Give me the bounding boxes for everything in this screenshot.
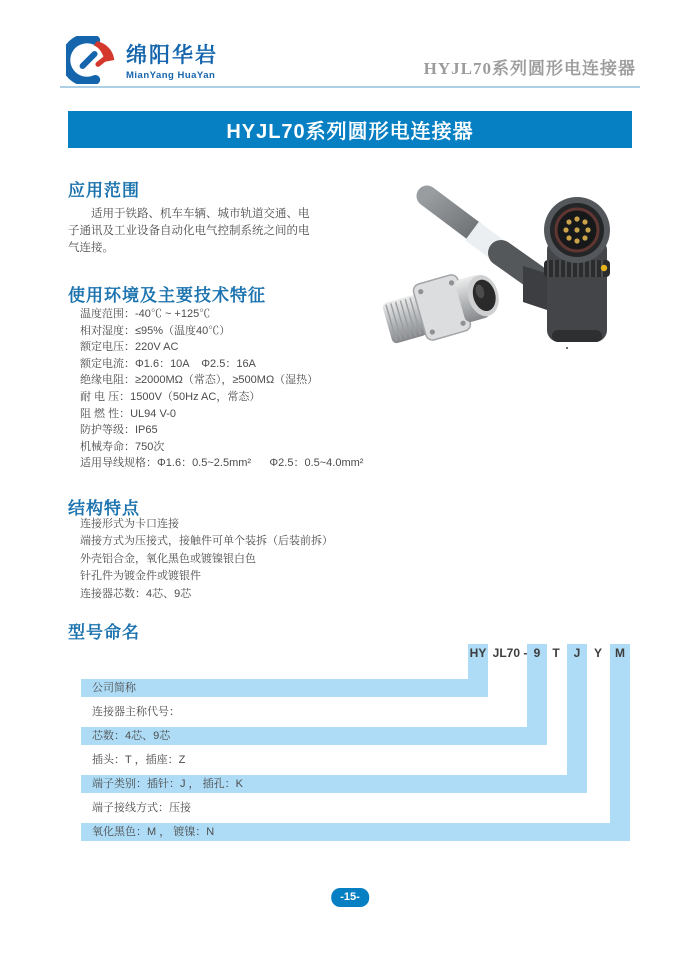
company-logo xyxy=(66,36,218,89)
naming-row: 端子接线方式：压接 xyxy=(92,802,191,814)
header-divider xyxy=(60,86,640,88)
spec-item: 耐 电 压：1500V（50Hz AC，常态） xyxy=(80,390,261,403)
naming-row: 公司简称 xyxy=(81,679,488,697)
code-connector-band xyxy=(567,644,587,793)
feature-item: 连接器芯数：4芯、9芯 xyxy=(80,587,192,600)
code-segment: JL70 - xyxy=(492,646,528,660)
section-heading-application: 应用范围 xyxy=(68,181,140,200)
naming-row: 插头：T ，插座：Z xyxy=(92,754,186,766)
feature-item: 端接方式为压接式，接触件可单个装拆（后装前拆） xyxy=(80,535,333,548)
application-paragraph: 适用于铁路、机车车辆、城市轨道交通、电子通讯及工业设备自动化电气控制系统之间的电气连接。 xyxy=(68,208,310,254)
naming-row: 芯数：4芯、9芯 xyxy=(81,727,547,745)
feature-item: 连接形式为卡口连接 xyxy=(80,518,179,530)
naming-row: 端子类别：插针：J ， 插孔：K xyxy=(81,775,587,793)
code-segment: M xyxy=(615,646,625,660)
right-angle-plug xyxy=(523,197,610,349)
structure-feature-list xyxy=(80,516,333,603)
section-heading-structure: 结构特点 xyxy=(68,499,140,518)
page-title: HYJL70系列圆形电连接器 xyxy=(68,111,632,148)
spec-item: 温度范围：-40℃ ~ +125℃ xyxy=(80,308,211,320)
company-logo-icon xyxy=(66,36,118,89)
spec-item: 绝缘电阻：≥2000MΩ（常态），≥500MΩ（湿热） xyxy=(80,374,319,387)
naming-row: 氧化黑色：M ， 镀镍：N xyxy=(81,823,630,841)
company-name-en: MianYang HuaYan xyxy=(126,70,216,81)
cable xyxy=(427,196,535,277)
section-heading-naming: 型号命名 xyxy=(68,623,140,642)
code-segment: Y xyxy=(593,646,602,660)
code-connector-band xyxy=(610,644,630,841)
feature-item: 外壳铝合金，氧化黑色或镀镍银白色 xyxy=(80,552,256,565)
naming-row: 连接器主称代号： xyxy=(92,706,180,718)
code-segment: T xyxy=(552,646,560,660)
environment-spec-list xyxy=(80,306,363,472)
spec-item: 适用导线规格：Φ1.6：0.5~2.5mm² Φ2.5：0.5~4.0mm² xyxy=(80,457,364,470)
flange-receptacle xyxy=(379,264,506,350)
spec-item: 机械寿命：750次 xyxy=(80,440,165,453)
company-name-cn: 绵阳华岩 xyxy=(126,44,218,67)
spec-item: 额定电压：220V AC xyxy=(80,341,179,354)
spec-item: 额定电流：Φ1.6：10A Φ2.5：16A xyxy=(80,357,256,370)
code-segment: J xyxy=(573,646,581,660)
model-naming-diagram xyxy=(68,644,632,844)
feature-item: 针孔件为镀金件或镀银件 xyxy=(80,570,201,583)
spec-item: 相对湿度：≤95%（温度40℃） xyxy=(80,324,231,337)
section-heading-environment: 使用环境及主要技术特征 xyxy=(68,286,266,305)
spec-item: 防护等级：IP65 xyxy=(80,424,158,437)
page-number: -15- xyxy=(331,888,369,907)
product-photo xyxy=(375,180,645,350)
code-segment: 9 xyxy=(533,646,541,660)
code-segment: HY xyxy=(469,646,487,660)
spec-item: 阻 燃 性：UL94 V-0 xyxy=(80,407,176,420)
header-series-title: HYJL70系列圆形电连接器 xyxy=(423,59,636,78)
